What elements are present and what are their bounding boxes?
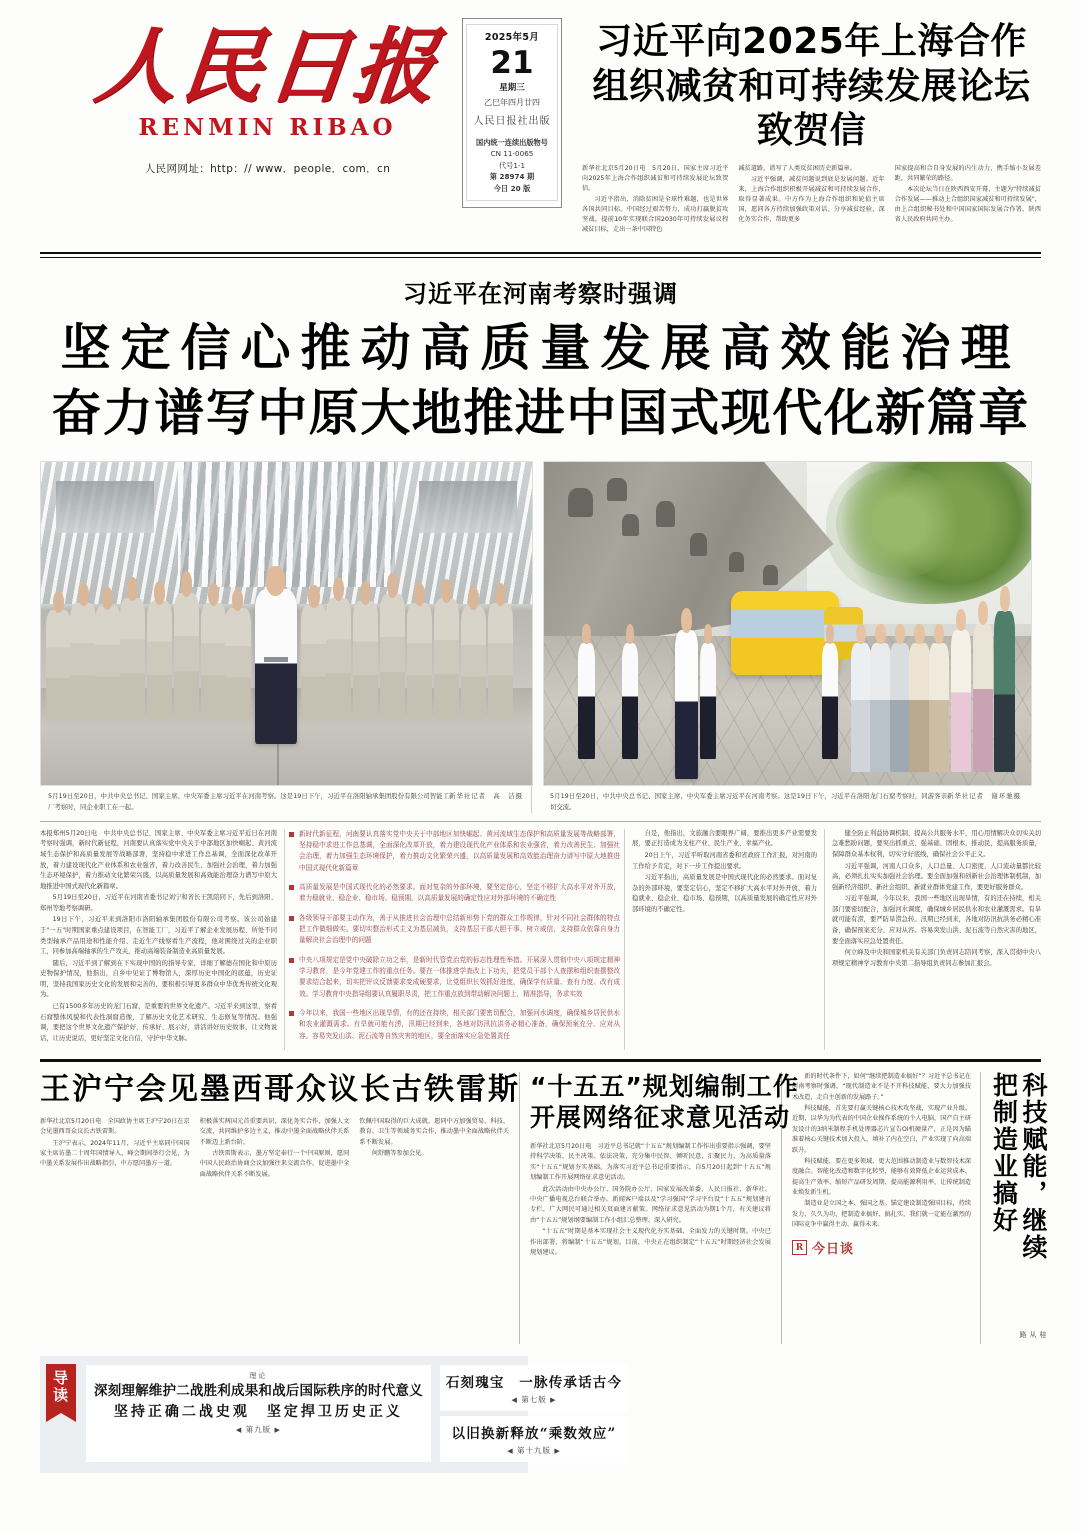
bullet-item <box>289 955 620 1000</box>
daodu-flag <box>46 1364 76 1413</box>
wanghuning-headline[interactable]: 王沪宁会见墨西哥众议长古铁雷斯 <box>40 1072 520 1108</box>
daodu-main-line2: 坚持正确二战史观 坚定捍卫历史正义 <box>113 1403 403 1420</box>
daodu-card-page <box>446 1445 622 1456</box>
caption-left <box>40 786 531 813</box>
daodu-main-entry[interactable] <box>86 1365 431 1462</box>
article-para: 习近平强调，今年以来，我国一些地区出现旱情，有的还在持续，相关部门要密切配合，加强河水调度，确保城乡居民供水和农业灌溉需求。有旱就可能有涝，要严防旱涝急转。汛期已经到来，各地对防汛抗洪务必精心准备，确保预案充分、应对从容。容易突发山洪、泥石流等自然灾害的地区，要全面落实应急处置责任。 <box>832 895 1041 945</box>
daodu-card-title: 石刻瑰宝 一脉传承话古今 <box>445 1375 623 1392</box>
today-talk-label: 今日谈 <box>812 1242 855 1258</box>
leader-figure <box>255 589 297 744</box>
bullet-text: 高质量发展是中国式现代化的必然要求。面对复杂的外部环境，要坚定信心，坚定不移扩大高水平对外开放，着力稳就业、稳企业、稳市场、稳预期，以高质量发展的确定性应对外部环境的不确定性 <box>299 883 620 903</box>
factory-workers <box>41 552 532 720</box>
top-story-column-1 <box>582 164 728 236</box>
daodu-main-line1: 深刻理解维护二战胜利成果和战后国际秩序的时代意义 <box>94 1383 423 1400</box>
main-kicker: 习近平在河南考察时强调 <box>403 280 678 308</box>
website-url: 人民网网址：http：// www．people．com．cn <box>144 163 391 176</box>
issue-number: 第 28974 期 <box>489 172 535 182</box>
article-column-4 <box>825 829 1041 1050</box>
wanghuning-story <box>40 1072 520 1344</box>
leader-figure <box>675 630 697 779</box>
wanghuning-para: 积极落实两国元首重要共识，深化务实合作，加强人文交流，共同维护多边主义，推动中墨全面战略伙伴关系不断迈上新台阶。 <box>199 1118 350 1146</box>
vertical-byline: 桂从路 <box>1019 1331 1047 1340</box>
daodu-card-1[interactable] <box>440 1365 628 1411</box>
section-divider <box>40 1059 1041 1062</box>
wanghuning-para: 新华社北京5月20日电 全国政协主席王沪宁20日在京会见墨西哥众议长古铁雷斯。 <box>40 1118 190 1136</box>
photo-row <box>40 461 1041 786</box>
postal-code: 代号1-1 <box>498 160 526 170</box>
bullet-text: 中央八项规定是党中央破除立功之举，是新时代管党治党的标志性理性举措。开展深入贯彻中央八项规定精神学习教育，是今年党建工作的重点任务。要在一体推进学查改上下功夫，把党员干部个人查摆和组织查摆整改要求结合起来，切实把评议反馈要求变成硬要求，让党组织长效抓好进度，确保学有质量、查有力度、改有成效。学习教育中央指导组要认真履职尽责，把工作重点放到带动解决问题上，精准指导，务求实效 <box>299 955 620 998</box>
vertical-commentary <box>981 1072 1048 1344</box>
article-para: 何立峰及中央和国家机关有关部门负责同志陪同考察，深入贯彻中央八项规定精神学习教育中央第二指导组负责同志参加汇报会。 <box>832 949 1041 967</box>
article-body <box>40 821 1041 1050</box>
talk-para: 科技赋能，首先要打赢关键核心技术攻坚战，实现产业升级。近期，以华为为代表的中国企业操作系统的个人电脑，国产自主研发设计的3纳米制程手机处理器芯片宣告OI机硬量产，正是因为瞄准着核心关键技术加大投入，填补了内在空白，产业实现了向高端跃升。 <box>792 1105 971 1154</box>
fifteenth-para: 新华社北京5月20日电 习近平总书记就“十五五”规划编制工作作出重要指示强调，要坚持科学决策、民主决策、依法决策，充分集中民智、倾听民意、汇聚民力，为高质量落实“十五五”规划夯实基础。为落实习近平总书记重要指示，自5月20日起到“十五五”规划编制工作开展网络征求意见活动。 <box>530 1143 771 1182</box>
article-para: 20日上午，习近平听取河南省委和省政府工作汇报，对河南的工作给予肯定，对下一步工作提出要求。 <box>632 851 817 870</box>
arrow-right-icon[interactable]: ▶ <box>554 1447 561 1456</box>
bullet-square-icon <box>289 885 294 890</box>
article-para: 19日下午，习近平来到洛阳市洛阳轴承集团股份有限公司考察。该公司始建于"一五"时期国家重点建设项目，在智能工厂，习近平了解企业发展历程、所处不同类型轴承产品用途和性能介绍、走近生产线察看生产流程，他对围绕过关的企业职工，同参加高端轴承的生产攻关，推动高端装备制造业高质量发展。 <box>40 916 277 956</box>
article-para: 随后，习近平到了解到在下实现中国的的指导专家，详细了解德在国化和中原历史物保护情况，他指出，自乡中见证了博物馆人，深厚历史中国化的底蕴，历史证明，坚持我国家历史文化的发展和完善的，要积极引导更多群众中华优秀传统文化观为。 <box>40 959 277 999</box>
wanghuning-para: 钦佩中国取得的巨大成就，愿同中方加强贸易、科技、教育、卫生等领域务实合作，推动墨中全面战略伙伴关系不断发展。 <box>359 1118 510 1146</box>
article-para: 自是，他指出，文旅融合要眼界广阔，要推出更多产业需要发展，要正打造成为支柱产业、民生产业、幸福产业。 <box>632 829 817 848</box>
talk-para: 制造业是立国之本、强国之基。锚定建设制造强国目标，持续发力、久久为功，把制造业搞好、搞扎实，我们就一定能在激烈的国际竞争中赢得主动、赢得未来。 <box>792 1200 971 1229</box>
daodu-card-page <box>446 1394 622 1405</box>
grottoes-photo <box>543 461 1032 786</box>
article-column-1 <box>40 829 285 1050</box>
date-lunar: 乙巳年四月廿四 <box>484 97 540 107</box>
bullet-square-icon <box>289 916 294 921</box>
bullet-square-icon <box>289 958 294 963</box>
factory-photo <box>40 461 533 786</box>
date-day: 21 <box>490 44 534 81</box>
article-para: 本报郑州5月20日电 中共中央总书记、国家主席、中央军委主席习近平近日在河南考察时强调，新时代新征程，河南要认真落实党中央关于中部地区加快崛起、黄河流域生态保护和高质量发展等战略部署，坚持稳中求进工作总基调，全面深化改革开放，着力建设现代化产业体系和农业强省，着力改善民生、加强社会治理，着力加强生态环境保护，着力推动文化繁荣兴盛，以高质量发展和高效能治理奋力谱写中原大地推进中国式现代化新篇章。 <box>40 829 277 890</box>
bullet-item <box>289 829 620 874</box>
article-bullets <box>285 829 625 1050</box>
daodu-main-page <box>94 1424 423 1435</box>
top-story-headline[interactable]: 习近平向2025年上海合作组织减贫和可持续发展论坛致贺信 <box>592 21 1031 152</box>
page-label: 第十九版 <box>517 1446 552 1456</box>
article-para: 健全防止利益协调机制，提高公共服务水平，用心用情解决众切实关切急难愁盼问题，要突出抓重点、强基础、固根本，推动民，提高服务质量，保障群众基本权利，切实守好底线，确保社会公平正义。 <box>832 829 1041 858</box>
date-weekday: 星期三 <box>499 83 525 94</box>
daodu-card-2[interactable] <box>440 1416 628 1462</box>
top-right-story <box>582 14 1048 236</box>
bullet-square-icon <box>289 832 294 837</box>
article-column-3 <box>625 829 825 1050</box>
publisher-line: 人民日报社出版 <box>473 116 551 128</box>
daodu-flag-char1: 导 <box>52 1369 69 1388</box>
logo-pinyin: RENMIN RIBAO <box>138 114 397 142</box>
main-headline-line2[interactable]: 奋力谱写中原大地推进中国式现代化新篇章 <box>51 384 1030 442</box>
bullet-item <box>289 913 620 947</box>
talk-para: 科技赋能，要在更多领域、更大范围推动制造业与数智技术深度融合。智能化改造和数字化转型，能够有效降低企业运营成本、提高生产效率、缩短产品研发周期、提高能源利用率，让传统制造业焕发新生机。 <box>792 1157 971 1196</box>
daodu-card-title: 以旧换新释放“乘数效应” <box>451 1426 617 1443</box>
wanghuning-para: 王沪宁表示，2024年11月，习近平主席同中国国家主席访墨二十周年国情导入，峰会期间举行会见，为中墨关系发展作出战略指引，中方愿同墨方一道。 <box>40 1139 190 1168</box>
article-para: 已有1500多年历史的龙门石窟，是重要的世界文化遗产。习近平来到这里，察看石窟整体风貌和代表性洞窟造像，了解历史文化艺术研究、生态修复等情况。他强调，要把这个世界文化遗产保护好、传承好、展示好，讲活讲好历史故事，让文物说话，让历史说话，更好坚定文化自信，守护中华文脉。 <box>40 1003 277 1042</box>
top-story-para: 习近平强调，减贫问题说到底是发展问题。近年来，上海合作组织积极开展减贫和可持续发展合作，取得显著成果。中方作为上海合作组织和轮值主席国，愿同各方持续加强政策对话、分享减贫经验，深化务实合作，帮助更多 <box>738 175 885 224</box>
date-year-month: 2025年5月 <box>484 32 540 43</box>
newspaper-logo <box>40 14 445 176</box>
top-story-para: 减贫道路，谱写了人类反贫困历史新篇章。 <box>738 164 856 172</box>
caption-text: 5月19日至20日，中共中央总书记、国家主席、中央军委主席习近平在河南考察。这是19日下午，习近平在洛阳龙门石窟考察时，同游客亲切交流。 <box>550 792 948 811</box>
wanghuning-para: 何舒鹏等参加会见。 <box>371 1149 428 1157</box>
top-story-para: 习近平指出，消除贫困是全球性难题，也是世界各国共同目标。中国经过艰苦努力，成功打赢脱贫攻坚战，提前10年实现联合国2030年可持续发展议程减贫目标，走出一条中国特色 <box>582 196 729 234</box>
wanghuning-column-2 <box>200 1117 350 1181</box>
serial-label: 国内统一连续出版物号 <box>476 137 548 147</box>
today-talk-logo <box>792 1238 971 1257</box>
page-label: 第七版 <box>521 1395 547 1405</box>
top-story-column-2 <box>738 164 884 236</box>
fifteenth-plan-story <box>520 1072 799 1344</box>
daodu-flag-char2: 读 <box>52 1386 69 1405</box>
wanghuning-column-1 <box>40 1117 190 1181</box>
bullet-item <box>289 1008 620 1042</box>
logo-chinese-title: 人民日报 <box>90 19 445 115</box>
caption-right <box>542 786 1029 813</box>
photo-credit: 新华社记者 高 洁摄 <box>449 792 523 800</box>
article-para: 习近平强调，河南人口众多，人口总量、人口密度、人口流动量都比较高，必须扎扎实实加强社会治理。要全面加强和创新社会治理体制机制，加强新经济组织、新社会组织、新就业群体党建工作，要更好服务群众。 <box>832 862 1041 891</box>
bullet-item <box>289 882 620 905</box>
bullet-text: 今年以来，我国一些地区出现旱情，有的还在持续，相关部门要密切配合，加强河水调度，确保城乡居民供水和农业灌溉需求。有旱就可能有涝，汛期已经到来，各地对防汛抗洪务必精心准备，确保预案充分、应对从容。容易突发山洪、泥石流等自然灾害的地区，要全面落实应急处置责任 <box>299 1009 620 1040</box>
page-label: 第九版 <box>245 1424 272 1434</box>
arrow-left-icon[interactable]: ◀ <box>507 1447 514 1456</box>
fifteenth-para: 此次活动由中央办公厅、国务院办公厅、国家发展改革委、人民日报社、新华社、中央广播电视总台联合举办。新闻客户端以及“学习强国”学习平台设“十五五”规划建言专栏，广大网民可通过相关页面建言献策。网络征求意见活动为期1个月，有关建议将由“十五五”规划纲要编制工作小组汇总整理、深入研究。 <box>530 1185 771 1224</box>
masthead <box>40 0 1048 246</box>
fifteenth-headline-line1[interactable]: “十五五”规划编制工作 <box>530 1072 799 1102</box>
daodu-tag: 理论 <box>249 1372 268 1381</box>
vertical-headline[interactable]: 科技赋能，继续把制造业搞好 <box>989 1072 1048 1262</box>
today-talk-story <box>782 1072 981 1344</box>
bullet-text: 新时代新征程，河南要认真落实党中央关于中部地区加快崛起、黄河流域生态保护和高质量发展等战略部署，坚持稳中求进工作总基调，全面深化改革开放，着力建设现代化产业体系和农业强省，着力改善民生、加强社会治理，着力加强生态环境保护，着力推动文化繁荣兴盛，以高质量发展和高效能治理奋力谱写中原大地推进中国式现代化新篇章 <box>299 829 620 872</box>
page-count: 今日 20 版 <box>493 183 531 193</box>
fifteenth-headline-line2[interactable]: 开展网络征求意见活动 <box>530 1102 791 1132</box>
r-badge-icon: R <box>792 1240 807 1255</box>
photo-credit: 新华社记者 谢环驰摄 <box>947 792 1021 800</box>
arrow-left-icon[interactable]: ◀ <box>511 1396 518 1405</box>
top-story-column-3 <box>894 164 1048 236</box>
talk-para: 新的时代条件下，如何“继续把制造业搞好”？习近平总书记在河南考察时强调，“现代制造业不是不开科技赋能，要大力加强技术改造，走自主创新的发展路子。” <box>792 1073 971 1101</box>
date-box <box>462 18 562 208</box>
arrow-right-icon[interactable]: ▶ <box>550 1396 557 1405</box>
wanghuning-column-3 <box>359 1117 509 1181</box>
cn-number: CN 11-0065 <box>490 149 534 159</box>
bullet-text: 各级领导干部要主动作为，善于从推进社会治理中总结新形势下党的群众工作规律，针对不同社会群体的特点把工作做细做实。要切实整治形式主义为基层减负，支持基层干部大胆干事、树立威信，支持群众依靠自身力量解决社会治理中的问题 <box>299 913 620 945</box>
main-headline-line1[interactable]: 坚定信心推动高质量发展高效能治理 <box>60 319 1021 377</box>
arrow-right-icon[interactable]: ▶ <box>274 1425 281 1434</box>
masthead-divider <box>40 252 1041 258</box>
top-story-para: 新华社北京5月20日电 5月20日，国家主席习近平向2025年上海合作组织减贫和可持续发展论坛致贺信。 <box>582 164 729 192</box>
fifteenth-para: “十五五”时期是基本实现社会主义现代化夯实基础、全面发力的关键时期。中央已作出部署，将编制“十五五”规划。目前，中央正在组织制定“十五五”时期经济社会发展规划建议。 <box>530 1228 771 1257</box>
lower-section <box>40 1072 1048 1344</box>
daodu-box <box>40 1356 623 1473</box>
photo-captions <box>40 786 1041 813</box>
wanghuning-para: 古铁雷斯表示，墨方坚定奉行一个中国原则，愿同中国人民政治协商会议加强往来交流合作，促进墨中全面战略伙伴关系不断发展。 <box>199 1149 350 1178</box>
bullet-square-icon <box>289 1011 294 1016</box>
top-story-para: 本次论坛当日在陕西西安开幕，主题为"持续减贫 合作发展——推动上合组织国家减贫和可持续发展"，由上合组织秘书处和中国国家国际发展合作署、陕西省人民政府共同主办。 <box>894 185 1048 224</box>
top-story-para: 国家提高和合自身发展的内生动力，携手缩小发展差距，共同繁荣的路径。 <box>894 164 1041 182</box>
article-para: 习近平指出，高质量发展是中国式现代化的必然要求。面对复杂的外部环境，要坚定信心，坚定不移扩大高水平对外开放，着力稳就业、稳企业、稳市场、稳预期，以高质量发展的确定性应对外部环境的不确定性。 <box>632 874 817 913</box>
caption-text: 5月19日至20日，中共中央总书记、国家主席、中央军委主席习近平在河南考察。这是19日下午，习近平在洛阳轴承集团股份有限公司智能工厂考察时，同企业职工在一起。 <box>48 792 450 811</box>
arrow-left-icon[interactable]: ◀ <box>235 1425 243 1434</box>
article-para: 5月19日至20日，习近平在河南省委书记刘宁和省长王凯陪同下，先后到洛阳、郑州等地考察调研。 <box>40 894 277 912</box>
